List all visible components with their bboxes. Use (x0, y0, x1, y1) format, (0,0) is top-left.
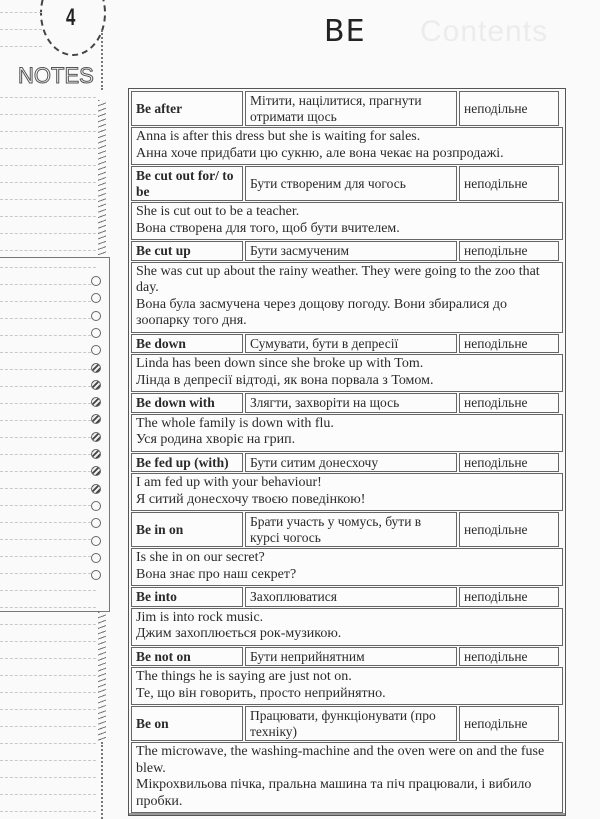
meaning-cell: Брати участь у чомусь, бути в курсі чогось (245, 512, 457, 547)
example-ukrainian: Вона створена для того, щоб бути вчителем. (136, 220, 400, 236)
entry-example-row (130, 667, 564, 705)
meaning-cell: Захоплюватися (245, 587, 457, 607)
meaning-cell: Мітити, націлитися, прагнути отримати щось (245, 91, 457, 126)
example-cell (131, 354, 563, 392)
ruled-line (0, 114, 96, 115)
example-english: Jim is into rock music. (136, 609, 264, 625)
notes-margin (0, 0, 112, 819)
type-cell: неподільне (459, 91, 559, 126)
page-title: BE (324, 14, 366, 49)
ruled-line (0, 182, 96, 183)
entry-example-row (130, 127, 564, 165)
example-ukrainian: Анна хоче придбати цю сукню, але вона чекає на розпродажі. (136, 145, 504, 161)
ruled-line (0, 131, 96, 132)
binder-ring-icon (91, 276, 101, 286)
example-ukrainian: Джим захоплюється рок-музикою. (136, 626, 342, 641)
ruled-line (0, 658, 96, 659)
phrase-cell: Be not on (131, 647, 243, 667)
phrase-cell: Be into (131, 587, 243, 607)
ruled-line (0, 199, 96, 200)
ruled-line (0, 46, 42, 47)
example-cell (131, 667, 563, 705)
entry-example-row (130, 354, 564, 392)
example-cell (131, 414, 563, 452)
hatch-decoration (98, 612, 106, 742)
binder-ring-icon (91, 484, 101, 494)
type-cell: неподільне (459, 393, 559, 413)
ruled-line (0, 777, 96, 778)
ruled-line (0, 148, 96, 149)
stitch-line (101, 30, 105, 90)
type-cell: неподільне (459, 512, 559, 547)
example-english: She was cut up about the rainy weather. They were going to the zoo that day. (136, 263, 540, 295)
meaning-cell: Працювати, функціонувати (про техніку) (245, 706, 457, 741)
meaning-cell: Сумувати, бути в депресії (245, 334, 457, 354)
example-ukrainian: Вона була засмучена через дощову погоду. Вони збиралися до зоопарку того дня. (136, 296, 507, 328)
ruled-line (0, 692, 96, 693)
entry-example-row (130, 608, 564, 646)
type-cell: неподільне (459, 241, 559, 261)
page-number: 4 (66, 4, 76, 31)
entry-header-row (130, 706, 564, 741)
entry-example-row (130, 742, 564, 813)
example-english: The microwave, the washing-machine and the oven were on and the fuse blew. (136, 744, 545, 776)
example-ukrainian: Те, що він говорить, просто неприйнятно. (136, 685, 386, 701)
example-ukrainian: Вона знає про наш секрет? (136, 566, 297, 582)
phrase-cell: Be down with (131, 393, 243, 413)
example-ukrainian: Лінда в депресії відтоді, як вона порвала з Томом. (136, 372, 434, 388)
entry-header-row (130, 91, 564, 126)
example-english: Is she in on our secret? (136, 550, 265, 565)
meaning-cell: Бути засмученим (245, 241, 457, 261)
phrase-cell: Be after (131, 91, 243, 126)
ruled-line (0, 624, 96, 625)
example-english: Anna is after this dress but she is waiting for sales. (136, 129, 421, 144)
binder-ring-icon (91, 501, 101, 511)
entry-example-row (130, 202, 564, 240)
ruled-line (0, 641, 96, 642)
binder-ring-icon (91, 380, 101, 390)
binder-ring-icon (91, 432, 101, 442)
example-ukrainian: Уся родина хворіє на грип. (136, 432, 296, 447)
example-cell (131, 473, 563, 511)
binder-ring-icon (91, 553, 101, 563)
binder-ring-icon (91, 363, 101, 373)
entry-header-row (130, 512, 564, 547)
example-english: Linda has been down since she broke up with Tom. (136, 356, 424, 371)
example-cell (131, 127, 563, 165)
example-ukrainian: Мікрохвильова пічка, пральна машина та піч працювали, і вибило пробки. (136, 777, 532, 809)
example-english: The whole family is down with flu. (136, 415, 334, 431)
binder-ring-icon (91, 311, 101, 321)
ruled-line (0, 760, 96, 761)
ruled-line (0, 29, 42, 30)
entry-header-row (130, 166, 564, 201)
ruled-line (0, 165, 96, 166)
ruled-line (0, 794, 96, 795)
ruled-line (0, 675, 96, 676)
entry-example-row (130, 548, 564, 586)
ruled-line (0, 12, 42, 13)
example-english: I am fed up with your behaviour! (136, 475, 322, 490)
meaning-cell: Бути неприйнятним (245, 647, 457, 667)
example-english: The things he is saying are just not on. (136, 669, 352, 684)
entry-header-row (130, 393, 564, 413)
binder-ring-icon (91, 328, 101, 338)
ruled-line (0, 216, 96, 217)
ruled-line (0, 233, 96, 234)
entry-example-row (130, 473, 564, 511)
meaning-cell: Бути створеним для чогось (245, 166, 457, 201)
phrase-cell: Be cut up (131, 241, 243, 261)
hatch-decoration (98, 100, 106, 255)
ruled-line (0, 811, 96, 812)
phrase-cell: Be in on (131, 512, 243, 547)
example-cell (131, 548, 563, 586)
example-cell (131, 608, 563, 646)
type-cell: неподільне (459, 453, 559, 473)
entry-header-row (130, 241, 564, 261)
ruled-line (0, 743, 96, 744)
ruled-line (0, 97, 96, 98)
type-cell: неподільне (459, 647, 559, 667)
phrase-cell: Be cut out for/ to be (131, 166, 243, 201)
phrase-cell: Be down (131, 334, 243, 354)
ruled-line (0, 709, 96, 710)
example-cell (131, 202, 563, 240)
ruled-line (0, 250, 96, 251)
entry-header-row (130, 334, 564, 354)
notes-label: NOTES (18, 63, 94, 88)
phrase-cell: Be on (131, 706, 243, 741)
type-cell: неподільне (459, 706, 559, 741)
binder-ring-icon (91, 536, 101, 546)
phrase-cell: Be fed up (with) (131, 453, 243, 473)
meaning-cell: Злягти, захворіти на щось (245, 393, 457, 413)
stitch-line (101, 742, 105, 819)
entry-example-row (130, 262, 564, 333)
phrasal-verb-table (128, 88, 566, 816)
meaning-cell: Бути ситим донесхочу (245, 453, 457, 473)
entry-example-row (130, 414, 564, 452)
example-cell (131, 742, 563, 813)
entry-header-row (130, 587, 564, 607)
entry-header-row (130, 453, 564, 473)
binder-ring-icon (91, 449, 101, 459)
bleed-through-text: Contents (420, 15, 549, 48)
type-cell: неподільне (459, 334, 559, 354)
type-cell: неподільне (459, 587, 559, 607)
entry-header-row (130, 647, 564, 667)
type-cell: неподільне (459, 166, 559, 201)
ruled-line (0, 726, 96, 727)
example-english: She is cut out to be a teacher. (136, 204, 300, 219)
example-cell (131, 262, 563, 333)
example-ukrainian: Я ситий донесхочу твоєю поведінкою! (136, 491, 366, 507)
